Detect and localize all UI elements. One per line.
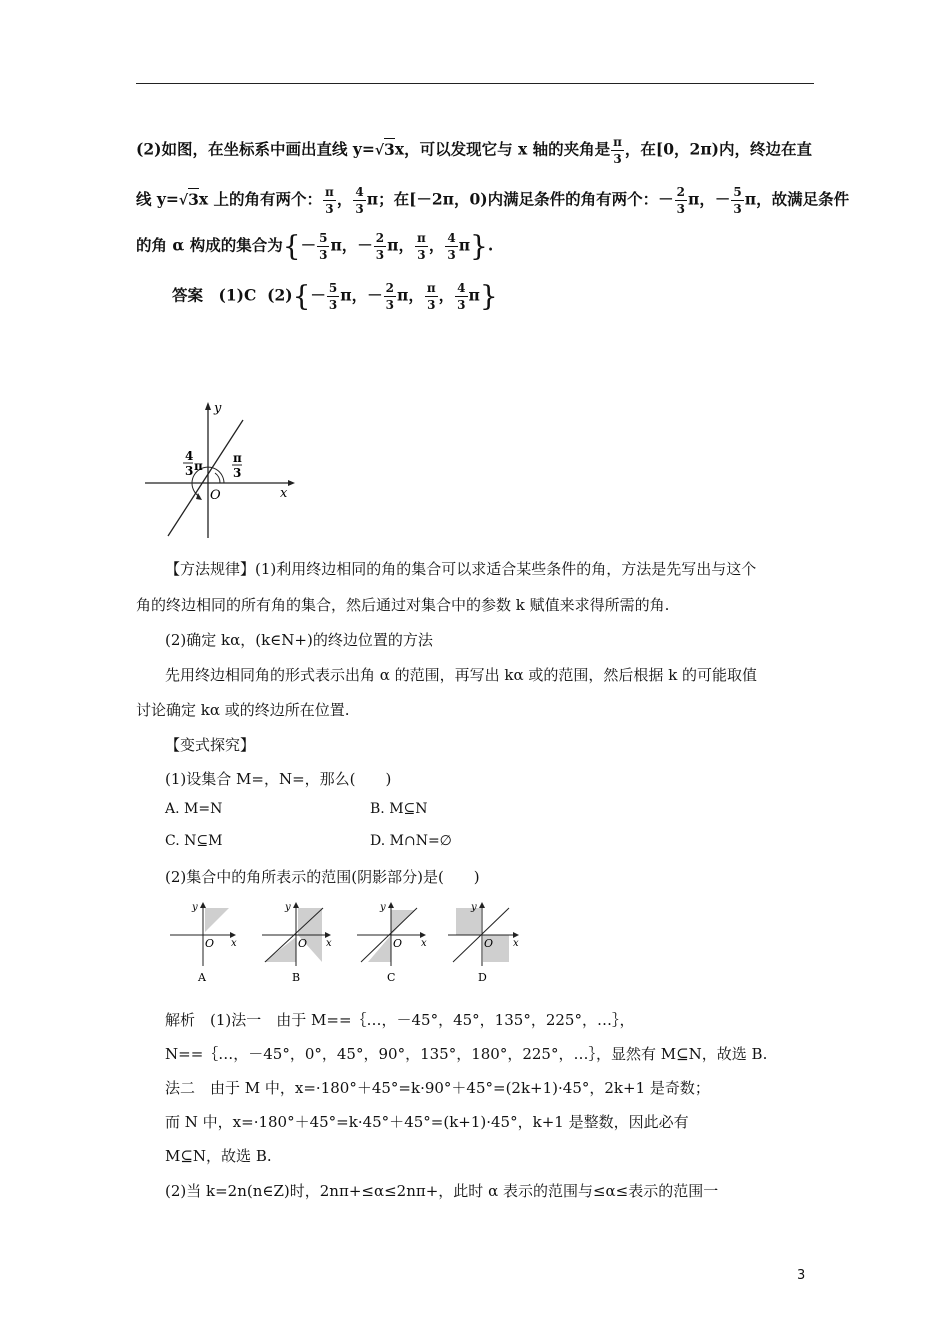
figure-b	[262, 902, 332, 984]
question-2: (2)集合中的角所表示的范围(阴影部分)是( )	[165, 868, 480, 886]
answer-label: 答案	[172, 285, 204, 305]
solution-line-3: 法二 由于 M 中，x=·180°＋45°=k·90°＋45°=(2k+1)·45°，2k+1 是奇数；	[165, 1079, 710, 1097]
origin-label: O	[298, 937, 308, 950]
fraction: $\frac{5}{3}$	[319, 231, 328, 262]
x-label: x	[231, 938, 237, 949]
angle-left-pi: π	[194, 459, 203, 473]
fraction: $\frac{4}{3}$	[447, 231, 456, 262]
text: π，故满足条件	[744, 189, 850, 209]
method-line-5: 讨论确定 kα 或的终边所在位置.	[136, 701, 350, 719]
answer-line: 答案 (1)C (2){－ $\frac{5}{3}$ π，－ $\frac{2}{3}$ π， $\frac{\pi}{3}$ ， $\frac{4}{3}$ π}	[172, 279, 498, 313]
option-b: B. M⊆N	[370, 801, 428, 817]
fraction: $\frac{5}{3}$	[328, 281, 338, 312]
origin-label: O	[210, 488, 221, 503]
fraction: $\frac{2}{3}$	[375, 231, 385, 262]
fraction: $\frac{\pi}{3}$	[426, 281, 436, 312]
text: ，在[0，2π)内，终边在直	[624, 139, 813, 159]
method-line-1: 【方法规律】(1)利用终边相同的角的集合可以求适合某些条件的角，方法是先写出与这个	[165, 560, 757, 578]
angle-left-den: 3	[185, 464, 194, 478]
method-line-2: 角的终边相同的所有角的集合，然后通过对集合中的参数 k 赋值来求得所需的角.	[136, 596, 670, 614]
page-number: 3	[797, 1268, 806, 1283]
fraction: $\frac{2}{3}$	[385, 281, 394, 312]
x-label: x	[326, 938, 332, 949]
angle-figure	[140, 398, 300, 543]
figure-c	[357, 902, 427, 984]
origin-label: O	[205, 937, 215, 950]
angle-right-num: π	[233, 451, 242, 465]
text: (2)如图，在坐标系中画出直线 y=	[136, 139, 375, 159]
sqrt-value: 3	[384, 139, 395, 159]
shaded-region	[368, 935, 391, 962]
origin-label: O	[484, 937, 494, 950]
figure-label: D	[478, 971, 487, 984]
solution-line-6: (2)当 k=2n(n∈Z)时，2nπ+≤α≤2nπ+，此时 α 表示的范围与≤α≤表示的范围一	[165, 1182, 719, 1200]
origin-label: O	[393, 937, 403, 950]
question-1: (1)设集合 M=，N=，那么( )	[165, 770, 392, 788]
solution-line-2: N==｛…，－45°，0°，45°，90°，135°，180°，225°，…｝，显然有 M⊆N，故选 B.	[165, 1045, 768, 1063]
fraction: $\frac{\pi}{3}$	[417, 231, 426, 262]
text: 线 y=	[136, 189, 179, 209]
fraction: $\frac{2}{3}$	[676, 185, 686, 216]
solution-line-5: M⊆N，故选 B.	[165, 1147, 272, 1165]
y-label: y	[214, 401, 222, 416]
variant-title: 【变式探究】	[165, 736, 256, 754]
text: 的角 α 构成的集合为	[136, 235, 283, 255]
line-sqrt3x	[168, 420, 243, 536]
answer-part-1: (1)C	[218, 285, 257, 305]
x-axis-arrow	[288, 480, 295, 486]
fraction: $\frac{4}{3}$	[457, 281, 466, 312]
angle-left-num: 4	[185, 449, 194, 463]
solution-line-4: 而 N 中，x=·180°＋45°=k·45°＋45°=(k+1)·45°，k+1 是整数，因此必有	[165, 1113, 689, 1131]
shaded-region	[456, 908, 481, 935]
y-label: y	[380, 902, 386, 913]
figure-label: B	[292, 971, 301, 984]
figure-label: A	[198, 971, 206, 984]
option-figures	[165, 898, 525, 990]
shaded-region	[205, 908, 229, 932]
y-label: y	[285, 902, 291, 913]
option-d: D. M∩N=∅	[370, 833, 452, 849]
option-c: C. N⊆M	[165, 833, 223, 849]
x-label: x	[280, 486, 288, 501]
y-axis-arrow	[205, 402, 211, 410]
text: x，可以发现它与 x 轴的夹角是	[394, 139, 611, 159]
y-label: y	[192, 902, 198, 913]
arc-arrow	[196, 493, 202, 500]
para2-line-2: 线 y=√3x 上的角有两个： $\frac{\pi}{3}$ ， $\frac{4}{3}$ π；在[－2π，0)内满足条件的角有两个：－ $\frac{2}{3}$ π，－ $\frac{5}{3}$ π，故满足条件	[136, 185, 850, 216]
x-label: x	[513, 938, 519, 949]
text: ；在[－2π，0)内满足条件的角有两个：－	[378, 189, 674, 209]
option-a: A. M=N	[165, 801, 223, 817]
method-line-3: (2)确定 kα，(k∈N+)的终边位置的方法	[165, 631, 433, 649]
header-rule	[136, 83, 814, 84]
answer-part-2: (2)	[267, 285, 293, 305]
fraction: $\frac{4}{3}$	[355, 185, 364, 216]
sqrt-value: 3	[188, 189, 199, 209]
fraction: $\frac{\pi}{3}$	[613, 135, 622, 166]
figure-a	[170, 902, 237, 984]
y-label: y	[471, 902, 477, 913]
figure-d	[448, 902, 519, 984]
angle-arc-pi-3	[215, 473, 220, 483]
text: x 上的角有两个：	[198, 189, 323, 209]
method-line-4: 先用终边相同角的形式表示出角 α 的范围，再写出 kα 或的范围，然后根据 k 的可能取值	[165, 666, 758, 684]
para2-line-1: (2)如图，在坐标系中画出直线 y=√3x，可以发现它与 x 轴的夹角是 $\frac{\pi}{3}$ ，在[0，2π)内，终边在直	[136, 135, 813, 166]
angle-right-den: 3	[233, 466, 242, 480]
solution-line-1: 解析 (1)法一 由于 M==｛…，－45°，45°，135°，225°，…｝，	[165, 1011, 635, 1029]
fraction: $\frac{5}{3}$	[733, 185, 742, 216]
figure-label: C	[387, 971, 396, 984]
fraction: $\frac{\pi}{3}$	[325, 185, 334, 216]
para2-line-3: 的角 α 构成的集合为{－ $\frac{5}{3}$ π，－ $\frac{2}{3}$ π， $\frac{\pi}{3}$ ， $\frac{4}{3}$ π}.	[136, 229, 494, 263]
x-label: x	[421, 938, 427, 949]
